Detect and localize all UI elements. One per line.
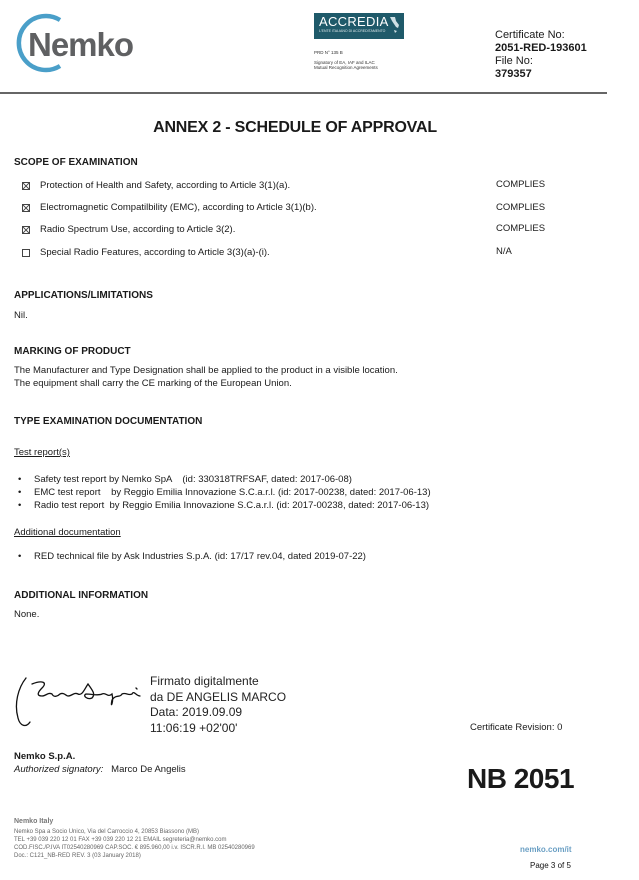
nemko-ring-icon: [12, 12, 147, 74]
scope-item: [22, 180, 290, 191]
accredia-badge: [314, 13, 424, 70]
notified-body-number: NB 2051: [467, 763, 575, 794]
accredia-prd: PRD N° 135 B: [314, 50, 343, 55]
report-details: (id: 2017-00238, dated: 2017-06-13): [276, 500, 430, 511]
report-details: (id: 330318TRFSAF, dated: 2017-06-08): [182, 474, 352, 485]
scope-item-label: Protection of Health and Safety, according to Article 3(1)(a).: [40, 180, 291, 191]
page-number: Page 3 of 5: [530, 861, 571, 870]
certificate-no-label: Certificate No:: [495, 29, 565, 41]
bullet-icon: •: [18, 551, 22, 562]
footer-contact: TEL +39 039 220 12 01 FAX +39 039 220 12 21 EMAIL segreteria@nemko.com: [14, 837, 227, 843]
authorized-label: Authorized signatory:: [14, 764, 104, 775]
accredia-subtitle: L'ENTE ITALIANO DI ACCREDITAMENTO: [319, 29, 386, 33]
test-report-item: [18, 500, 429, 511]
signature-date: Data: 2019.09.09: [150, 705, 243, 719]
accredia-name: ACCREDIA: [319, 14, 389, 29]
website-link[interactable]: nemko.com/it: [520, 845, 572, 854]
report-by: by Reggio Emilia Innovazione S.C.a.r.l.: [111, 487, 276, 498]
footer-title: Nemko Italy: [14, 818, 54, 825]
authorized-spacer: [103, 764, 111, 775]
additional-doc-item: [18, 551, 366, 562]
handwritten-signature: [12, 674, 152, 734]
additional-info-text: None.: [14, 609, 40, 620]
scope-result: COMPLIES: [496, 179, 546, 190]
scope-item-label: Special Radio Features, according to Article 3(3)(a)-(i).: [40, 247, 270, 258]
marking-heading: MARKING OF PRODUCT: [14, 346, 131, 357]
report-spacer: [101, 487, 112, 498]
test-report-item: [18, 474, 352, 485]
certificate-info: [495, 29, 587, 81]
test-report-item: [18, 487, 431, 498]
checkbox-checked-icon: [22, 182, 30, 190]
scope-item: [22, 224, 235, 235]
marking-line-2: The equipment shall carry the CE marking of the European Union.: [14, 378, 292, 389]
bullet-icon: •: [18, 474, 22, 485]
marking-line-1: The Manufacturer and Type Designation shall be applied to the product in a visible location.: [14, 365, 398, 376]
scope-result: COMPLIES: [496, 223, 546, 234]
additional-doc-label: Additional documentation: [14, 527, 121, 538]
report-name: EMC test report: [34, 487, 101, 498]
report-name: Radio test report: [34, 500, 105, 511]
header-divider: [0, 92, 607, 94]
checkbox-unchecked-icon: [22, 249, 30, 257]
certificate-no: 2051-RED-193601: [495, 42, 587, 54]
documentation-heading: TYPE EXAMINATION DOCUMENTATION: [14, 416, 203, 427]
report-by: by Nemko SpA: [108, 474, 172, 485]
report-details: (id: 2017-00238, dated: 2017-06-13): [277, 487, 431, 498]
scope-item: [22, 202, 317, 213]
scope-heading: SCOPE OF EXAMINATION: [14, 157, 138, 168]
scope-item-label: Electromagnetic Compatilbility (EMC), according to Article 3(1)(b).: [40, 202, 317, 213]
additional-doc-text: RED technical file by Ask Industries S.p.A. (id: 17/17 rev.04, dated 2019-07-22): [34, 551, 366, 562]
authorized-name: Marco De Angelis: [111, 764, 186, 775]
file-no-label: File No:: [495, 55, 533, 67]
nemko-logo: [12, 12, 147, 74]
accredia-logo: [314, 13, 404, 39]
signature-time: 11:06:19 +02'00': [150, 720, 238, 735]
report-by: by Reggio Emilia Innovazione S.C.a.r.l.: [109, 500, 274, 511]
signatory-line-2: Mutual Recognition Agreements: [314, 65, 378, 70]
file-no: 379357: [495, 68, 532, 80]
scope-item: [22, 247, 270, 258]
scope-item-label: Radio Spectrum Use, according to Article 3(2).: [40, 224, 236, 235]
bullet-icon: •: [18, 487, 22, 498]
authorized-signatory: [14, 764, 186, 775]
digital-signature-info: [150, 674, 286, 736]
report-name: Safety test report: [34, 474, 107, 485]
report-spacer: [172, 474, 183, 485]
footer-address: Nemko Spa a Socio Unico, Via del Carroccio 4, 20853 Biassono (MB): [14, 829, 199, 835]
checkbox-checked-icon: [22, 226, 30, 234]
checkbox-checked-icon: [22, 204, 30, 212]
footer-registration: COD.FISC./P.IVA IT02540280969 CAP.SOC. € 895.960,00 i.v. ISCR.R.I. MB 02540280969: [14, 845, 255, 851]
scope-result: COMPLIES: [496, 202, 546, 213]
page-title: ANNEX 2 - SCHEDULE OF APPROVAL: [153, 119, 437, 136]
scope-result: N/A: [496, 246, 512, 257]
signature-line-2: da DE ANGELIS MARCO: [150, 689, 287, 704]
footer-doc-ref: Doc.: C121_NB-RED REV. 3 (03 January 2018): [14, 853, 141, 859]
company-name: Nemko S.p.A.: [14, 751, 76, 762]
bullet-icon: •: [18, 500, 22, 511]
italy-map-icon: [388, 16, 400, 34]
signature-icon: [12, 674, 152, 734]
signatory-line-1: Signatory of EA, IAF and ILAC: [314, 60, 375, 65]
applications-heading: APPLICATIONS/LIMITATIONS: [14, 290, 153, 301]
test-reports-label: Test report(s): [14, 447, 70, 458]
accredia-signatory: [314, 60, 424, 70]
additional-info-heading: ADDITIONAL INFORMATION: [14, 590, 149, 601]
applications-text: Nil.: [14, 310, 28, 321]
signature-line-1: Firmato digitalmente: [150, 674, 259, 688]
certificate-revision: Certificate Revision: 0: [470, 722, 563, 733]
svg-text:Nemko: Nemko: [28, 26, 134, 63]
